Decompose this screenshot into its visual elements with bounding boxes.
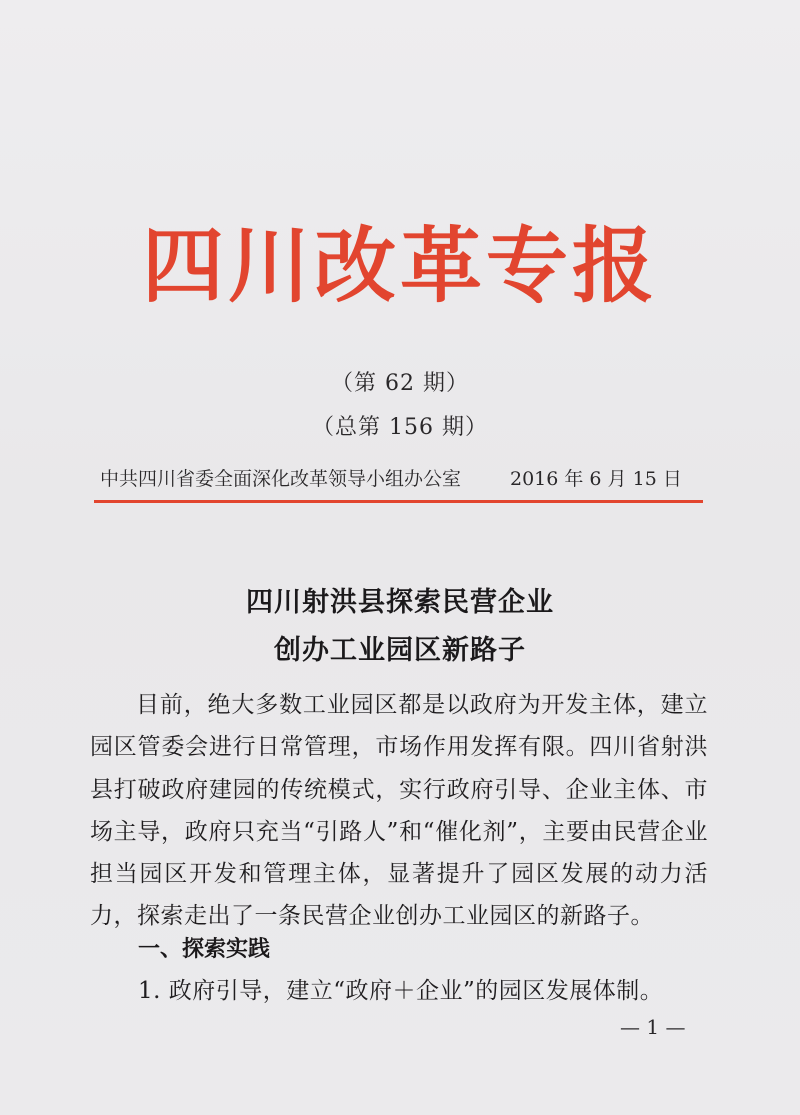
issue-date: 2016 年 6 月 15 日 xyxy=(510,468,682,490)
intro-paragraph: 目前，绝大多数工业园区都是以政府为开发主体，建立园区管委会进行日常管理，市场作用发挥有限。四川省射洪县打破政府建园的传统模式，实行政府引导、企业主体、市场主导，政府只充当“引路人”和“催化剂”，主要由民营企业担当园区开发和管理主体，显著提升了园区发展的动力活力，探索走出了一条民营企业创办工业园区的新路子。 xyxy=(90,692,708,930)
article-title-line-1: 四川射洪县探索民营企业 xyxy=(246,587,554,618)
masthead-title: 四川改革专报 xyxy=(141,219,658,314)
issuing-office: 中共四川省委全面深化改革领导小组办公室 xyxy=(100,468,462,490)
article-title-line-2: 创办工业园区新路子 xyxy=(274,635,526,666)
subpoint-1: 1. 政府引导，建立“政府＋企业”的园区发展体制。 xyxy=(138,978,664,1004)
issue-number: （第 62 期） xyxy=(331,371,469,396)
red-divider-rule xyxy=(94,500,703,503)
total-issue-number: （总第 156 期） xyxy=(312,415,488,440)
section-heading: 一、探索实践 xyxy=(138,937,271,962)
page-number: — 1 — xyxy=(620,1015,686,1039)
